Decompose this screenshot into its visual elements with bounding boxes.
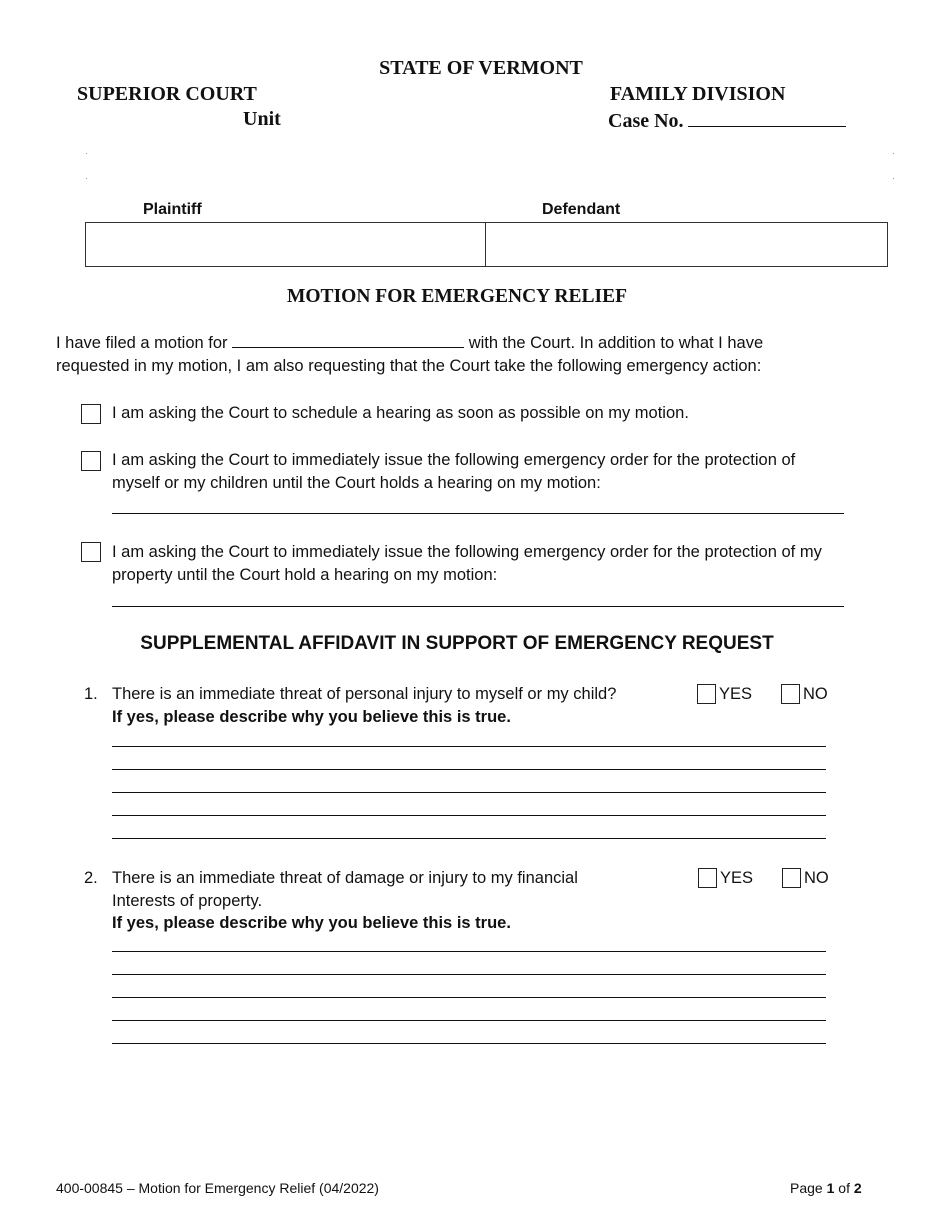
motion-type-field[interactable]: [232, 332, 464, 348]
unit-label: Unit: [243, 108, 281, 130]
protection-property-checkbox[interactable]: [81, 542, 101, 562]
page-current: 1: [826, 1180, 835, 1196]
question-2-text-line2: Interests of property.: [112, 892, 263, 910]
question-1-answer-line[interactable]: [112, 838, 826, 839]
question-2-answer-line[interactable]: [112, 974, 826, 975]
question-2-answer-line[interactable]: [112, 1043, 826, 1044]
case-number-label: Case No.: [608, 110, 684, 132]
hearing-checkbox[interactable]: [81, 404, 101, 424]
question-2-answer-line[interactable]: [112, 997, 826, 998]
question-2-text-line1: There is an immediate threat of damage or injury to my financial: [112, 869, 578, 887]
question-2-answer-line[interactable]: [112, 951, 826, 952]
state-heading: STATE OF VERMONT: [379, 57, 583, 79]
question-2-number: 2.: [84, 869, 98, 887]
question-1-number: 1.: [84, 685, 98, 703]
question-1-prompt: If yes, please describe why you believe this is true.: [112, 708, 511, 726]
question-1-no-label: NO: [803, 685, 828, 703]
intro-text-start: I have filed a motion for: [56, 334, 228, 352]
motion-intro-line2: requested in my motion, I am also requesting that the Court take the following emergency action:: [56, 357, 762, 375]
division-heading: FAMILY DIVISION: [610, 83, 786, 105]
defendant-field[interactable]: [485, 222, 888, 267]
page-number: [790, 1180, 862, 1196]
motion-intro-line1: [56, 332, 763, 355]
question-2-yes-label: YES: [720, 869, 754, 887]
option-children-line2: myself or my children until the Court holds a hearing on my motion:: [112, 474, 601, 492]
scan-dot: [86, 178, 87, 179]
question-1-answer-line[interactable]: [112, 746, 826, 747]
case-number-field[interactable]: [688, 108, 846, 127]
question-1-answer-line[interactable]: [112, 792, 826, 793]
option-children-line1: I am asking the Court to immediately issue the following emergency order for the protection of: [112, 451, 796, 469]
page-total: 2: [853, 1180, 862, 1196]
scan-dot: [893, 153, 894, 154]
option-property-line1: I am asking the Court to immediately issue the following emergency order for the protection of my: [112, 543, 822, 561]
question-1-yes-checkbox[interactable]: [697, 684, 716, 704]
question-1-answer-line[interactable]: [112, 815, 826, 816]
court-heading: SUPERIOR COURT: [77, 83, 257, 105]
case-number: [608, 108, 846, 133]
question-1-answer-line[interactable]: [112, 769, 826, 770]
form-id: 400-00845 – Motion for Emergency Relief (04/2022): [56, 1180, 379, 1196]
property-order-field[interactable]: [112, 606, 844, 607]
affidavit-title: SUPPLEMENTAL AFFIDAVIT IN SUPPORT OF EMERGENCY REQUEST: [140, 633, 774, 654]
page-prefix: Page: [790, 1180, 823, 1196]
plaintiff-label: Plaintiff: [143, 201, 202, 218]
protection-children-checkbox[interactable]: [81, 451, 101, 471]
question-2-no-checkbox[interactable]: [782, 868, 801, 888]
intro-text-end: with the Court. In addition to what I have: [468, 334, 764, 352]
question-2-prompt: If yes, please describe why you believe this is true.: [112, 914, 511, 932]
question-1-yes-label: YES: [719, 685, 753, 703]
question-2-yes-checkbox[interactable]: [698, 868, 717, 888]
scan-dot: [893, 178, 894, 179]
children-order-field[interactable]: [112, 513, 844, 514]
question-1-no-checkbox[interactable]: [781, 684, 800, 704]
motion-title: MOTION FOR EMERGENCY RELIEF: [286, 286, 627, 307]
question-2-no-label: NO: [804, 869, 829, 887]
question-1-text: There is an immediate threat of personal injury to myself or my child?: [112, 685, 617, 703]
option-hearing-text: I am asking the Court to schedule a hearing as soon as possible on my motion.: [112, 404, 689, 422]
page-of: of: [838, 1180, 850, 1196]
defendant-label: Defendant: [542, 201, 621, 218]
scan-dot: [86, 153, 87, 154]
question-2-answer-line[interactable]: [112, 1020, 826, 1021]
plaintiff-field[interactable]: [85, 222, 486, 267]
option-property-line2: property until the Court hold a hearing on my motion:: [112, 566, 498, 584]
